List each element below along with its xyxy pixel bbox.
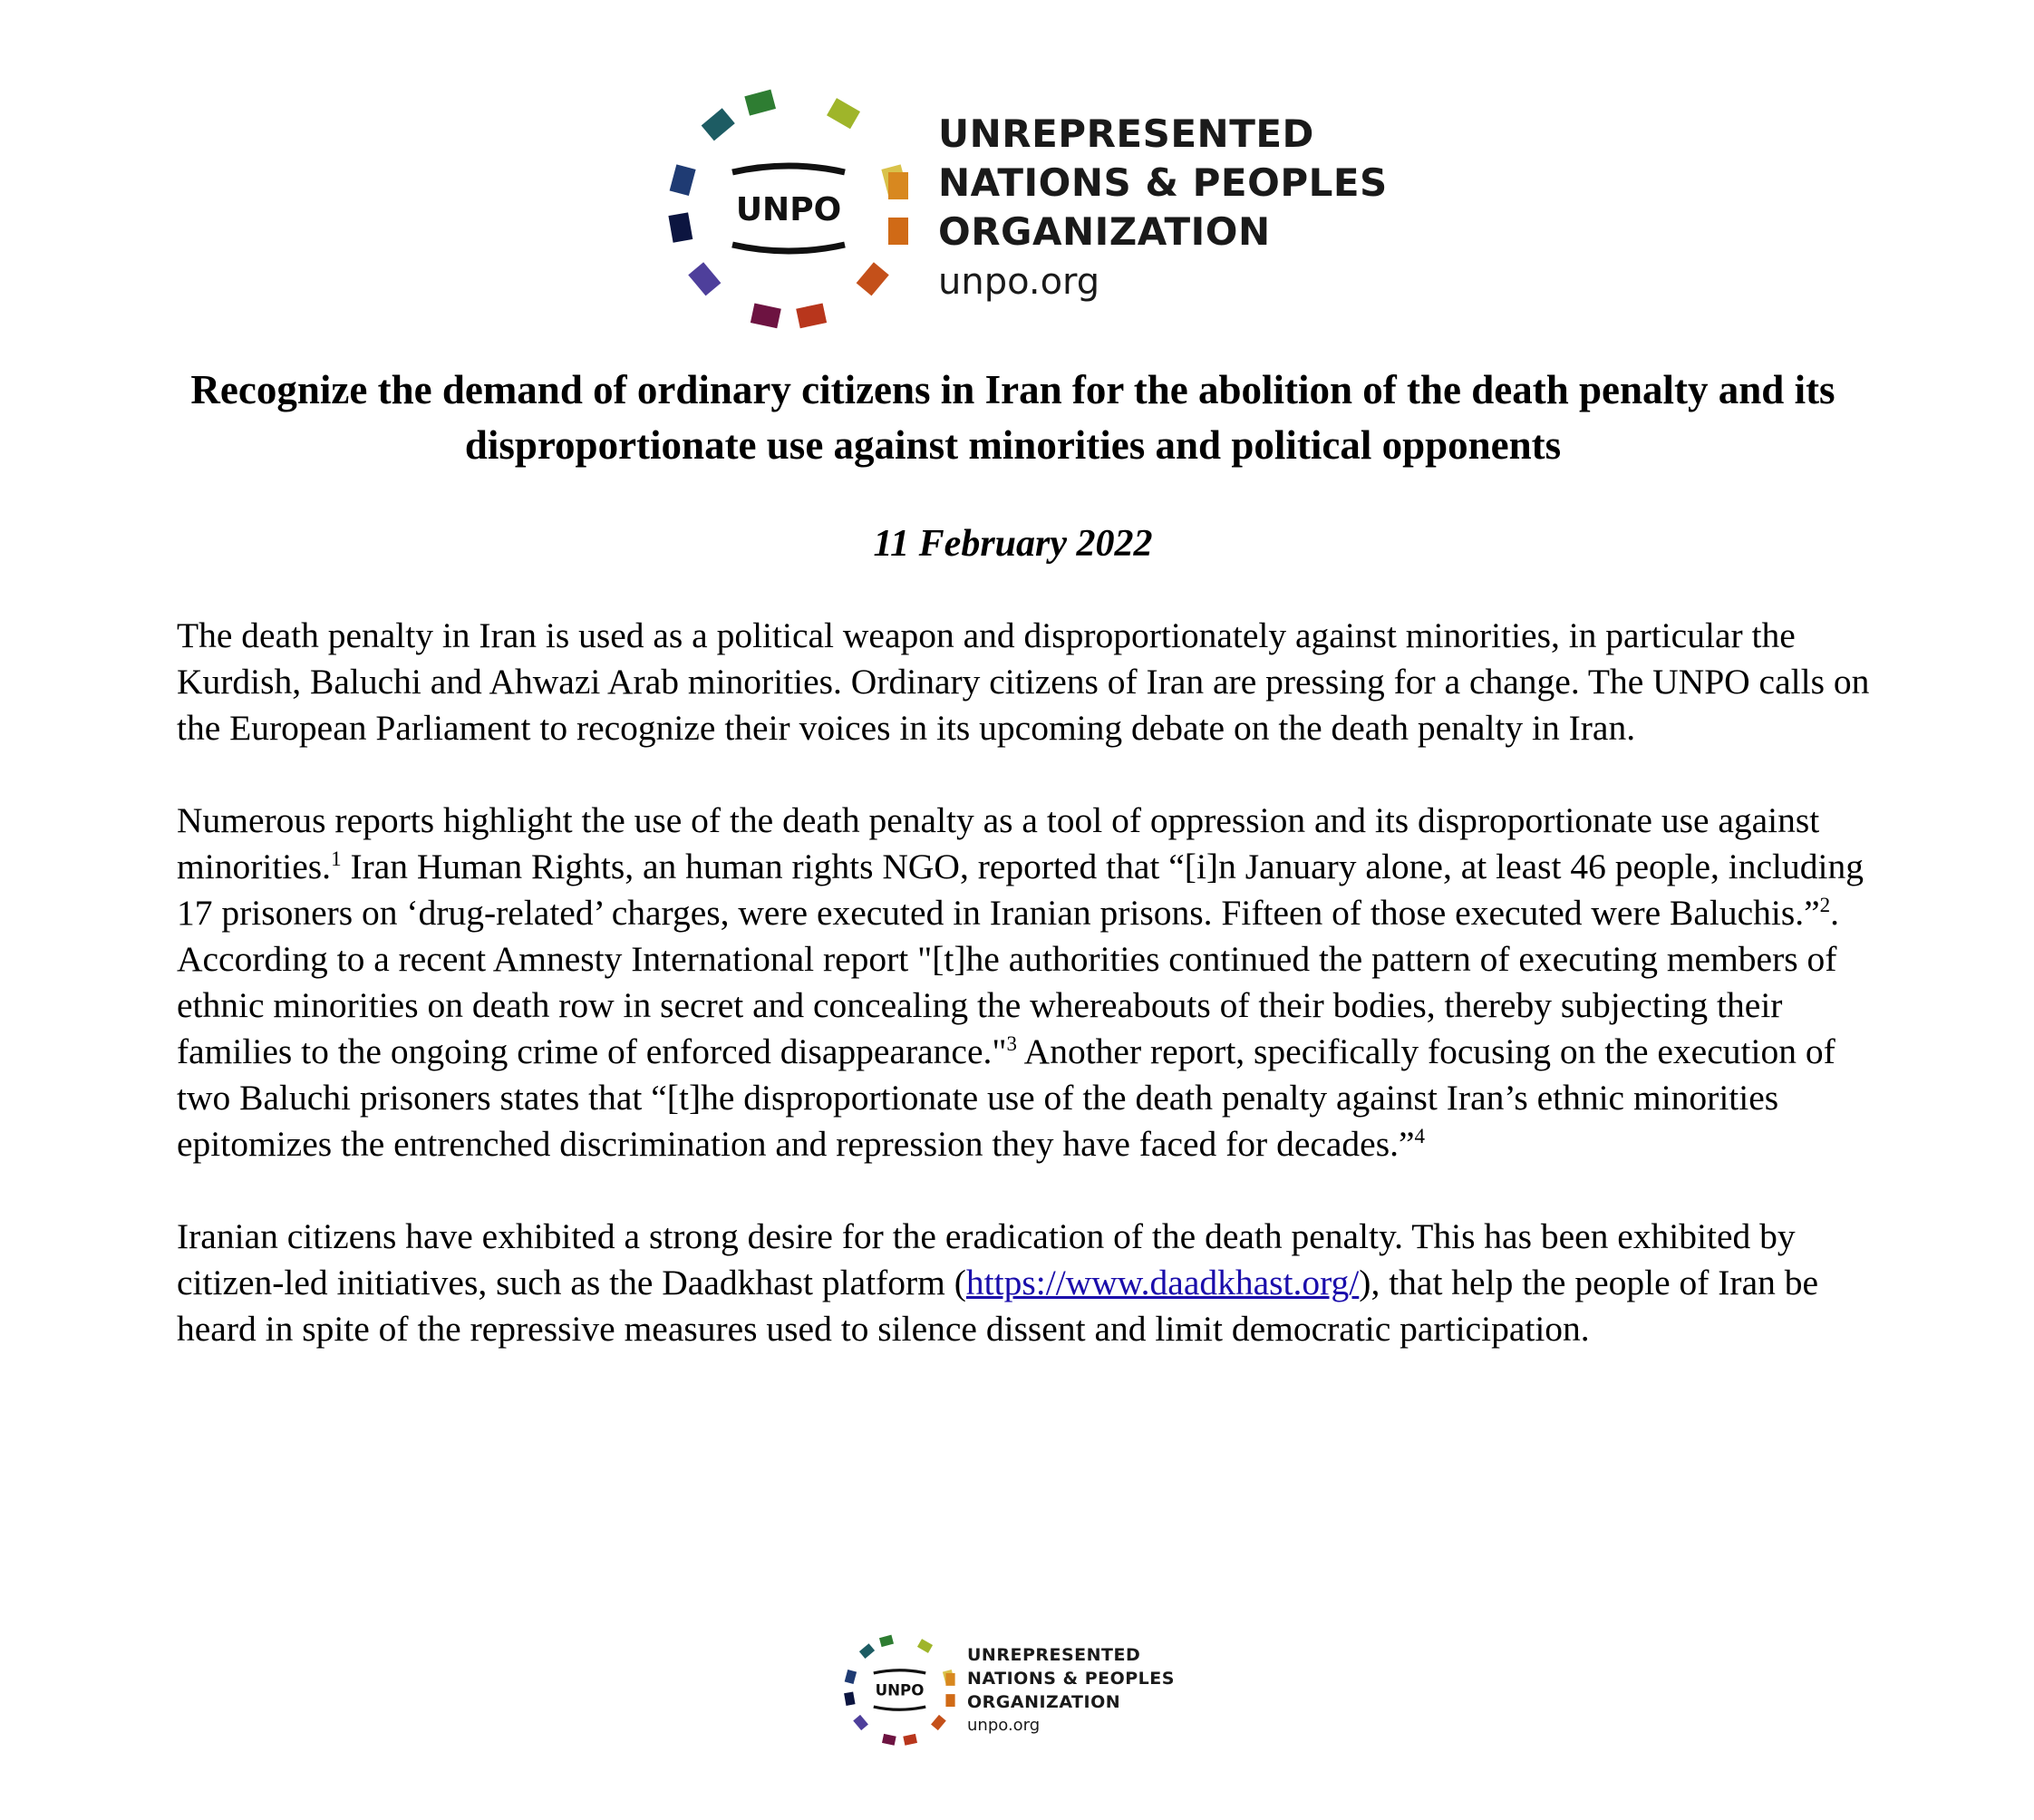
document-body <box>177 613 1872 1399</box>
footnote-ref-2[interactable]: 2 <box>1819 893 1831 916</box>
unpo-logo-icon <box>843 1633 956 1747</box>
organization-name <box>938 110 1388 307</box>
header-logo <box>666 86 1388 331</box>
logo-mark-text: UNPO <box>875 1681 925 1699</box>
org-name-line-2: NATIONS & PEOPLES <box>967 1668 1175 1689</box>
org-name-line-3: ORGANIZATION <box>938 209 1271 254</box>
footnote-ref-4[interactable]: 4 <box>1414 1124 1425 1147</box>
daadkhast-link[interactable]: https://www.daadkhast.org/ <box>965 1263 1360 1302</box>
org-name-line-2: NATIONS & PEOPLES <box>938 160 1388 205</box>
footnote-ref-3[interactable]: 3 <box>1006 1031 1017 1055</box>
org-url: unpo.org <box>938 261 1100 303</box>
paragraph-3-text-2: ), that help the people of Iran be heard in spite of the repressive measures used to silence dissent and limit democratic participation. <box>177 1263 1819 1349</box>
org-url: unpo.org <box>967 1715 1041 1735</box>
org-name-line-1: UNREPRESENTED <box>967 1644 1141 1665</box>
paragraph-2-text-3: . According to a recent Amnesty International report "[t]he authorities continued the pattern of executing members of ethnic minorities on death row in secret and concealing the whereabouts of their bodies, thereby subjecting their families to the ongoing crime of enforced disappearance." <box>177 893 1840 1071</box>
paragraph-1: The death penalty in Iran is used as a political weapon and disproportionately against minorities, in particular the Kurdish, Baluchi and Ahwazi Arab minorities. Ordinary citizens of Iran are pressing for a change. The UNPO calls on the European Parliament to recognize their voices in its upcoming debate on the death penalty in Iran. <box>177 615 1870 748</box>
document-title: Recognize the demand of ordinary citizens in Iran for the abolition of the death penalty and its disproportionate use against minorities and political opponents <box>190 367 1835 468</box>
paragraph-2-text-4: Another report, specifically focusing on the execution of two Baluchi prisoners states that “[t]he disproportionate use of the death penalty against Iran’s ethnic minorities epitomizes the entrenched discrimination and repression they have faced for decades.” <box>177 1031 1835 1164</box>
unpo-logo-icon <box>666 86 911 331</box>
document-date: 11 February 2022 <box>873 523 1153 565</box>
logo-mark-text: UNPO <box>735 191 842 228</box>
paragraph-3-text-1: Iranian citizens have exhibited a strong desire for the eradication of the death penalty. This has been exhibited by citizen-led initiatives, such as the Daadkhast platform ( <box>177 1216 1796 1302</box>
paragraph-2 <box>177 798 1872 1167</box>
org-name-line-1: UNREPRESENTED <box>938 111 1314 156</box>
paragraph-2-text-2: Iran Human Rights, an human rights NGO, reported that “[i]n January alone, at least 46 people, including 17 prisoners on ‘drug-related’ charges, were executed in Iranian prisons. Fifteen of those executed were Baluchis.” <box>177 847 1864 933</box>
footnote-ref-1[interactable]: 1 <box>331 847 342 870</box>
footer-logo <box>843 1633 1175 1747</box>
organization-name <box>967 1643 1175 1738</box>
org-name-line-3: ORGANIZATION <box>967 1691 1121 1712</box>
paragraph-2-text-1: Numerous reports highlight the use of the death penalty as a tool of oppression and its disproportionate use against minorities. <box>177 800 1820 886</box>
paragraph-3 <box>177 1214 1872 1352</box>
